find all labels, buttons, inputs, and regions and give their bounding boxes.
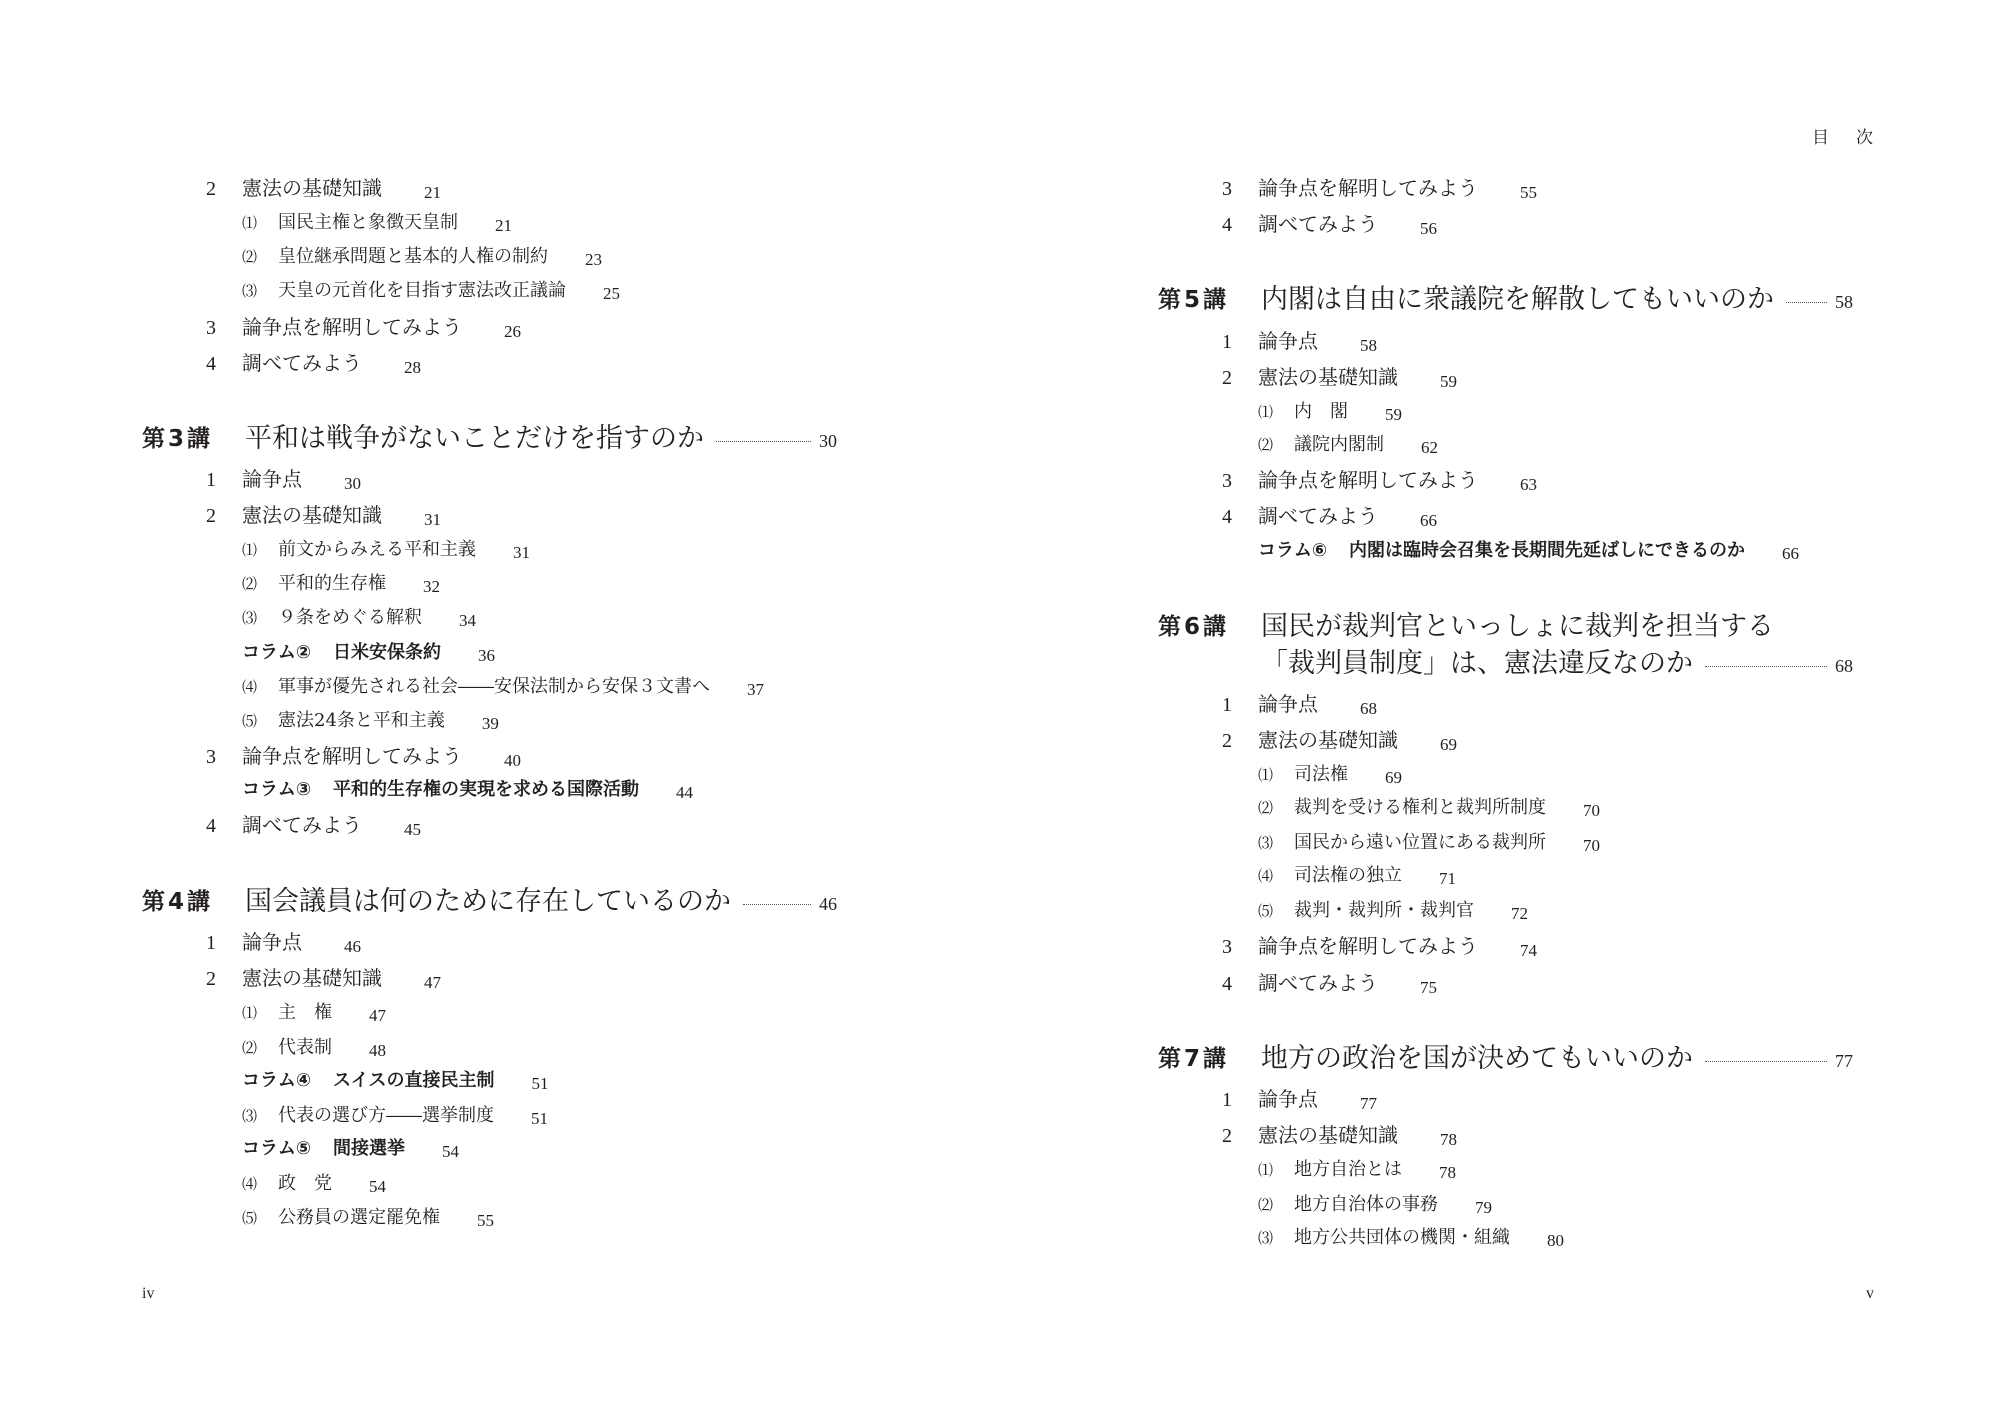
page-folio: v: [1866, 1285, 1874, 1302]
toc-section-entry: [1222, 502, 1437, 532]
page-number: 74: [1520, 941, 1537, 960]
section-number: 1: [206, 469, 216, 491]
toc-column-entry: [242, 1067, 548, 1095]
page-number: 21: [495, 216, 512, 235]
toc-section-entry: [1222, 1121, 1457, 1151]
chapter-label: 第4講: [142, 889, 214, 915]
subsection-number: ⑵: [1258, 1196, 1274, 1214]
subsection-number: ⑶: [242, 1107, 258, 1125]
subsection-title: 地方自治とは: [1294, 1159, 1402, 1180]
toc-column-entry: [242, 1135, 459, 1163]
page-number: 48: [369, 1041, 386, 1060]
toc-subsection-entry: [242, 707, 499, 735]
page-number: 47: [424, 973, 441, 992]
section-number: 2: [1222, 730, 1232, 752]
section-number: 3: [206, 317, 216, 339]
section-number: 1: [1222, 1089, 1232, 1111]
column-label: コラム③: [242, 779, 312, 800]
toc-subsection-entry: [242, 570, 440, 598]
subsection-number: ⑴: [1258, 1161, 1274, 1179]
subsection-title: 司法権の独立: [1294, 865, 1402, 886]
subsection-number: ⑴: [242, 1004, 258, 1022]
subsection-number: ⑵: [1258, 799, 1274, 817]
chapter-title-line-2: 「裁判員制度」は、憲法違反なのか: [1261, 648, 1693, 679]
section-number: 2: [206, 968, 216, 990]
column-title: 間接選挙: [333, 1138, 405, 1159]
page-number: 58: [1835, 292, 1853, 312]
column-label: コラム⑤: [242, 1138, 312, 1159]
column-title: 内閣は臨時会召集を長期間先延ばしにできるのか: [1349, 540, 1745, 561]
toc-section-entry: [206, 964, 441, 994]
page-number: 66: [1782, 544, 1799, 563]
page-number: 69: [1440, 735, 1457, 754]
toc-section-entry: [206, 174, 441, 204]
subsection-number: ⑵: [242, 248, 258, 266]
subsection-title: 主 権: [278, 1002, 332, 1023]
page-number: 70: [1583, 836, 1600, 855]
subsection-title: 国民から遠い位置にある裁判所: [1294, 832, 1546, 853]
toc-chapter-heading: [1158, 282, 1853, 318]
section-title: 論争点を解明してみよう: [1258, 176, 1478, 200]
toc-subsection-entry: [242, 1204, 494, 1232]
page-number: 69: [1385, 768, 1402, 787]
page-number: 80: [1547, 1231, 1564, 1250]
toc-section-entry: [206, 349, 421, 379]
section-title: 論争点を解明してみよう: [1258, 934, 1478, 958]
section-number: 3: [1222, 936, 1232, 958]
column-title: 日米安保条約: [333, 642, 441, 663]
page-number: 54: [442, 1142, 459, 1161]
chapter-label: 第5講: [1158, 287, 1230, 313]
column-label: コラム④: [242, 1070, 312, 1091]
page-number: 77: [1360, 1094, 1377, 1113]
subsection-number: ⑴: [1258, 403, 1274, 421]
page-number: 78: [1440, 1130, 1457, 1149]
dot-leader: [1705, 1061, 1827, 1062]
toc-subsection-entry: [1258, 398, 1402, 426]
section-number: 3: [206, 746, 216, 768]
subsection-title: 代表の選び方――選挙制度: [278, 1105, 494, 1126]
column-title: 平和的生存権の実現を求める国際活動: [333, 779, 639, 800]
column-title: スイスの直接民主制: [333, 1070, 495, 1091]
toc-subsection-entry: [1258, 1191, 1492, 1219]
toc-section-entry: [1222, 969, 1437, 999]
section-title: 憲法の基礎知識: [1258, 728, 1398, 752]
chapter-title: 内閣は自由に衆議院を解散してもいいのか: [1261, 284, 1774, 315]
page-number: 68: [1835, 656, 1853, 676]
subsection-number: ⑴: [242, 214, 258, 232]
subsection-title: 裁判・裁判所・裁判官: [1294, 900, 1474, 921]
toc-section-entry: [1222, 690, 1377, 720]
left-page: [0, 0, 984, 1416]
section-title: 調べてみよう: [1258, 504, 1378, 528]
section-title: 憲法の基礎知識: [242, 176, 382, 200]
section-title: 調べてみよう: [1258, 971, 1378, 995]
subsection-title: 国民主権と象徴天皇制: [278, 212, 458, 233]
section-title: 調べてみよう: [242, 351, 362, 375]
section-title: 論争点を解明してみよう: [1258, 468, 1478, 492]
subsection-title: 公務員の選定罷免権: [278, 1207, 440, 1228]
toc-subsection-entry: [242, 1170, 386, 1198]
toc-subsection-entry: [1258, 862, 1456, 890]
page-number: 59: [1385, 405, 1402, 424]
subsection-title: 政 党: [278, 1173, 332, 1194]
page-number: 78: [1439, 1163, 1456, 1182]
page-number: 44: [676, 783, 693, 802]
section-title: 憲法の基礎知識: [242, 503, 382, 527]
dot-leader: [1705, 666, 1827, 667]
toc-subsection-entry: [1258, 1156, 1456, 1184]
chapter-title-line-1: 国民が裁判官といっしょに裁判を担当する: [1261, 611, 1774, 642]
page-number: 70: [1583, 801, 1600, 820]
page-number: 26: [504, 322, 521, 341]
section-number: 2: [206, 178, 216, 200]
page-number: 39: [481, 714, 499, 733]
column-label: コラム⑥: [1258, 540, 1328, 561]
section-number: 1: [1222, 694, 1232, 716]
toc-chapter-heading: [1158, 1041, 1853, 1077]
page-number: 47: [369, 1006, 386, 1025]
section-number: 4: [1222, 506, 1232, 528]
section-title: 論争点: [1258, 692, 1318, 716]
toc-section-entry: [206, 928, 361, 958]
subsection-title: 軍事が優先される社会――安保法制から安保３文書へ: [278, 676, 710, 697]
subsection-number: ⑸: [1258, 902, 1274, 920]
toc-section-entry: [1222, 174, 1537, 204]
subsection-number: ⑷: [1258, 867, 1274, 885]
toc-chapter-heading: [1158, 609, 1853, 645]
section-number: 3: [1222, 470, 1232, 492]
running-header: 目 次: [1812, 128, 1878, 148]
toc-subsection-entry: [1258, 897, 1528, 925]
section-title: 論争点を解明してみよう: [242, 744, 462, 768]
subsection-title: 内 閣: [1294, 401, 1348, 422]
page-number: 55: [477, 1211, 494, 1230]
page-number: 71: [1439, 869, 1456, 888]
toc-subsection-entry: [242, 209, 512, 237]
section-title: 論争点: [1258, 1087, 1318, 1111]
section-number: 3: [1222, 178, 1232, 200]
section-title: 論争点を解明してみよう: [242, 315, 462, 339]
page-number: 55: [1520, 183, 1537, 202]
subsection-number: ⑶: [1258, 1229, 1274, 1247]
subsection-number: ⑸: [242, 1209, 258, 1227]
page-number: 46: [344, 937, 361, 956]
toc-section-entry: [1222, 210, 1437, 240]
subsection-title: 裁判を受ける権利と裁判所制度: [1294, 797, 1546, 818]
chapter-label: 第7講: [1158, 1046, 1230, 1072]
toc-subsection-entry: [242, 673, 764, 701]
page-number: 58: [1360, 336, 1377, 355]
toc-subsection-entry: [242, 243, 602, 271]
subsection-number: ⑶: [242, 609, 258, 627]
subsection-title: 地方自治体の事務: [1294, 1194, 1438, 1215]
page-number: 54: [369, 1177, 386, 1196]
page-number: 31: [513, 543, 530, 562]
toc-subsection-entry: [1258, 829, 1600, 857]
toc-subsection-entry: [1258, 431, 1438, 459]
page-number: 34: [459, 611, 476, 630]
toc-chapter-heading-continued: [1158, 646, 1853, 682]
subsection-number: ⑵: [242, 1039, 258, 1057]
page-number: 32: [423, 577, 440, 596]
toc-subsection-entry: [1258, 1224, 1564, 1252]
chapter-title: 地方の政治を国が決めてもいいのか: [1261, 1043, 1693, 1074]
toc-section-entry: [206, 811, 421, 841]
subsection-number: ⑵: [1258, 436, 1274, 454]
subsection-title: 天皇の元首化を目指す憲法改正議論: [278, 280, 566, 301]
subsection-title: 皇位継承問題と基本的人権の制約: [278, 246, 548, 267]
toc-section-entry: [1222, 327, 1377, 357]
toc-section-entry: [1222, 363, 1457, 393]
page-number: 77: [1835, 1051, 1853, 1071]
section-number: 4: [206, 815, 216, 837]
toc-section-entry: [1222, 1085, 1377, 1115]
subsection-title: 憲法24条と平和主義: [278, 710, 445, 731]
page-number: 75: [1420, 978, 1437, 997]
page-number: 46: [819, 894, 837, 914]
toc-subsection-entry: [242, 536, 530, 564]
subsection-number: ⑴: [242, 541, 258, 559]
section-title: 調べてみよう: [242, 813, 362, 837]
toc-subsection-entry: [242, 1034, 386, 1062]
page-number: 36: [478, 646, 495, 665]
page-number: 56: [1420, 219, 1437, 238]
page-number: 25: [603, 284, 620, 303]
toc-section-entry: [1222, 726, 1457, 756]
section-number: 4: [206, 353, 216, 375]
section-number: 2: [1222, 367, 1232, 389]
page-number: 63: [1520, 475, 1537, 494]
subsection-number: ⑸: [242, 712, 258, 730]
page-number: 68: [1360, 699, 1377, 718]
subsection-number: ⑵: [242, 575, 258, 593]
toc-section-entry: [206, 742, 521, 772]
page-number: 31: [424, 510, 441, 529]
section-title: 論争点: [242, 467, 302, 491]
section-number: 4: [1222, 214, 1232, 236]
section-title: 調べてみよう: [1258, 212, 1378, 236]
subsection-number: ⑴: [1258, 766, 1274, 784]
section-title: 論争点: [1258, 329, 1318, 353]
subsection-number: ⑶: [1258, 834, 1274, 852]
right-page: [1016, 0, 2000, 1416]
section-number: 2: [1222, 1125, 1232, 1147]
section-title: 憲法の基礎知識: [242, 966, 382, 990]
page-number: 23: [585, 250, 602, 269]
section-number: 1: [1222, 331, 1232, 353]
section-number: 1: [206, 932, 216, 954]
toc-chapter-heading: [142, 421, 837, 457]
toc-chapter-heading: [142, 884, 837, 920]
column-label: コラム②: [242, 642, 312, 663]
section-title: 論争点: [242, 930, 302, 954]
page-number: 45: [404, 820, 421, 839]
page-number: 37: [747, 680, 764, 699]
subsection-title: 地方公共団体の機関・組織: [1294, 1227, 1510, 1248]
dot-leader: [716, 441, 811, 442]
page-number: 21: [424, 183, 441, 202]
toc-column-entry: [242, 776, 693, 804]
toc-subsection-entry: [1258, 761, 1402, 789]
subsection-title: ９条をめぐる解釈: [278, 607, 422, 628]
toc-subsection-entry: [242, 604, 476, 632]
toc-column-entry: [242, 639, 495, 667]
chapter-title: 国会議員は何のために存在しているのか: [245, 886, 731, 917]
toc-section-entry: [206, 465, 361, 495]
toc-section-entry: [1222, 932, 1537, 962]
dot-leader: [743, 904, 811, 905]
page-number: 28: [404, 358, 421, 377]
page-number: 79: [1475, 1198, 1492, 1217]
page-number: 59: [1440, 372, 1457, 391]
page-number: 30: [344, 474, 361, 493]
section-number: 2: [206, 505, 216, 527]
chapter-label: 第3講: [142, 426, 214, 452]
page-number: 72: [1511, 904, 1528, 923]
section-number: 4: [1222, 973, 1232, 995]
subsection-title: 前文からみえる平和主義: [278, 539, 476, 560]
toc-subsection-entry: [242, 1102, 548, 1130]
toc-section-entry: [206, 501, 441, 531]
toc-subsection-entry: [1258, 794, 1600, 822]
page-number: 30: [819, 431, 837, 451]
subsection-number: ⑶: [242, 282, 258, 300]
toc-section-entry: [206, 313, 521, 343]
section-title: 憲法の基礎知識: [1258, 1123, 1398, 1147]
subsection-title: 代表制: [278, 1037, 332, 1058]
toc-subsection-entry: [242, 277, 620, 305]
subsection-title: 平和的生存権: [278, 573, 386, 594]
page-number: 66: [1420, 511, 1437, 530]
toc-section-entry: [1222, 466, 1537, 496]
toc-column-entry: [1258, 537, 1799, 565]
page-number: 40: [504, 751, 521, 770]
page-number: 51: [531, 1074, 549, 1093]
chapter-label: 第6講: [1158, 614, 1230, 640]
subsection-number: ⑷: [242, 1175, 258, 1193]
page-number: 51: [531, 1109, 548, 1128]
subsection-number: ⑷: [242, 678, 258, 696]
dot-leader: [1786, 302, 1827, 303]
chapter-title: 平和は戦争がないことだけを指すのか: [245, 423, 704, 454]
section-title: 憲法の基礎知識: [1258, 365, 1398, 389]
subsection-title: 議院内閣制: [1294, 434, 1384, 455]
page-number: 62: [1421, 438, 1438, 457]
toc-subsection-entry: [242, 999, 386, 1027]
subsection-title: 司法権: [1294, 764, 1348, 785]
page-folio: iv: [142, 1285, 155, 1302]
